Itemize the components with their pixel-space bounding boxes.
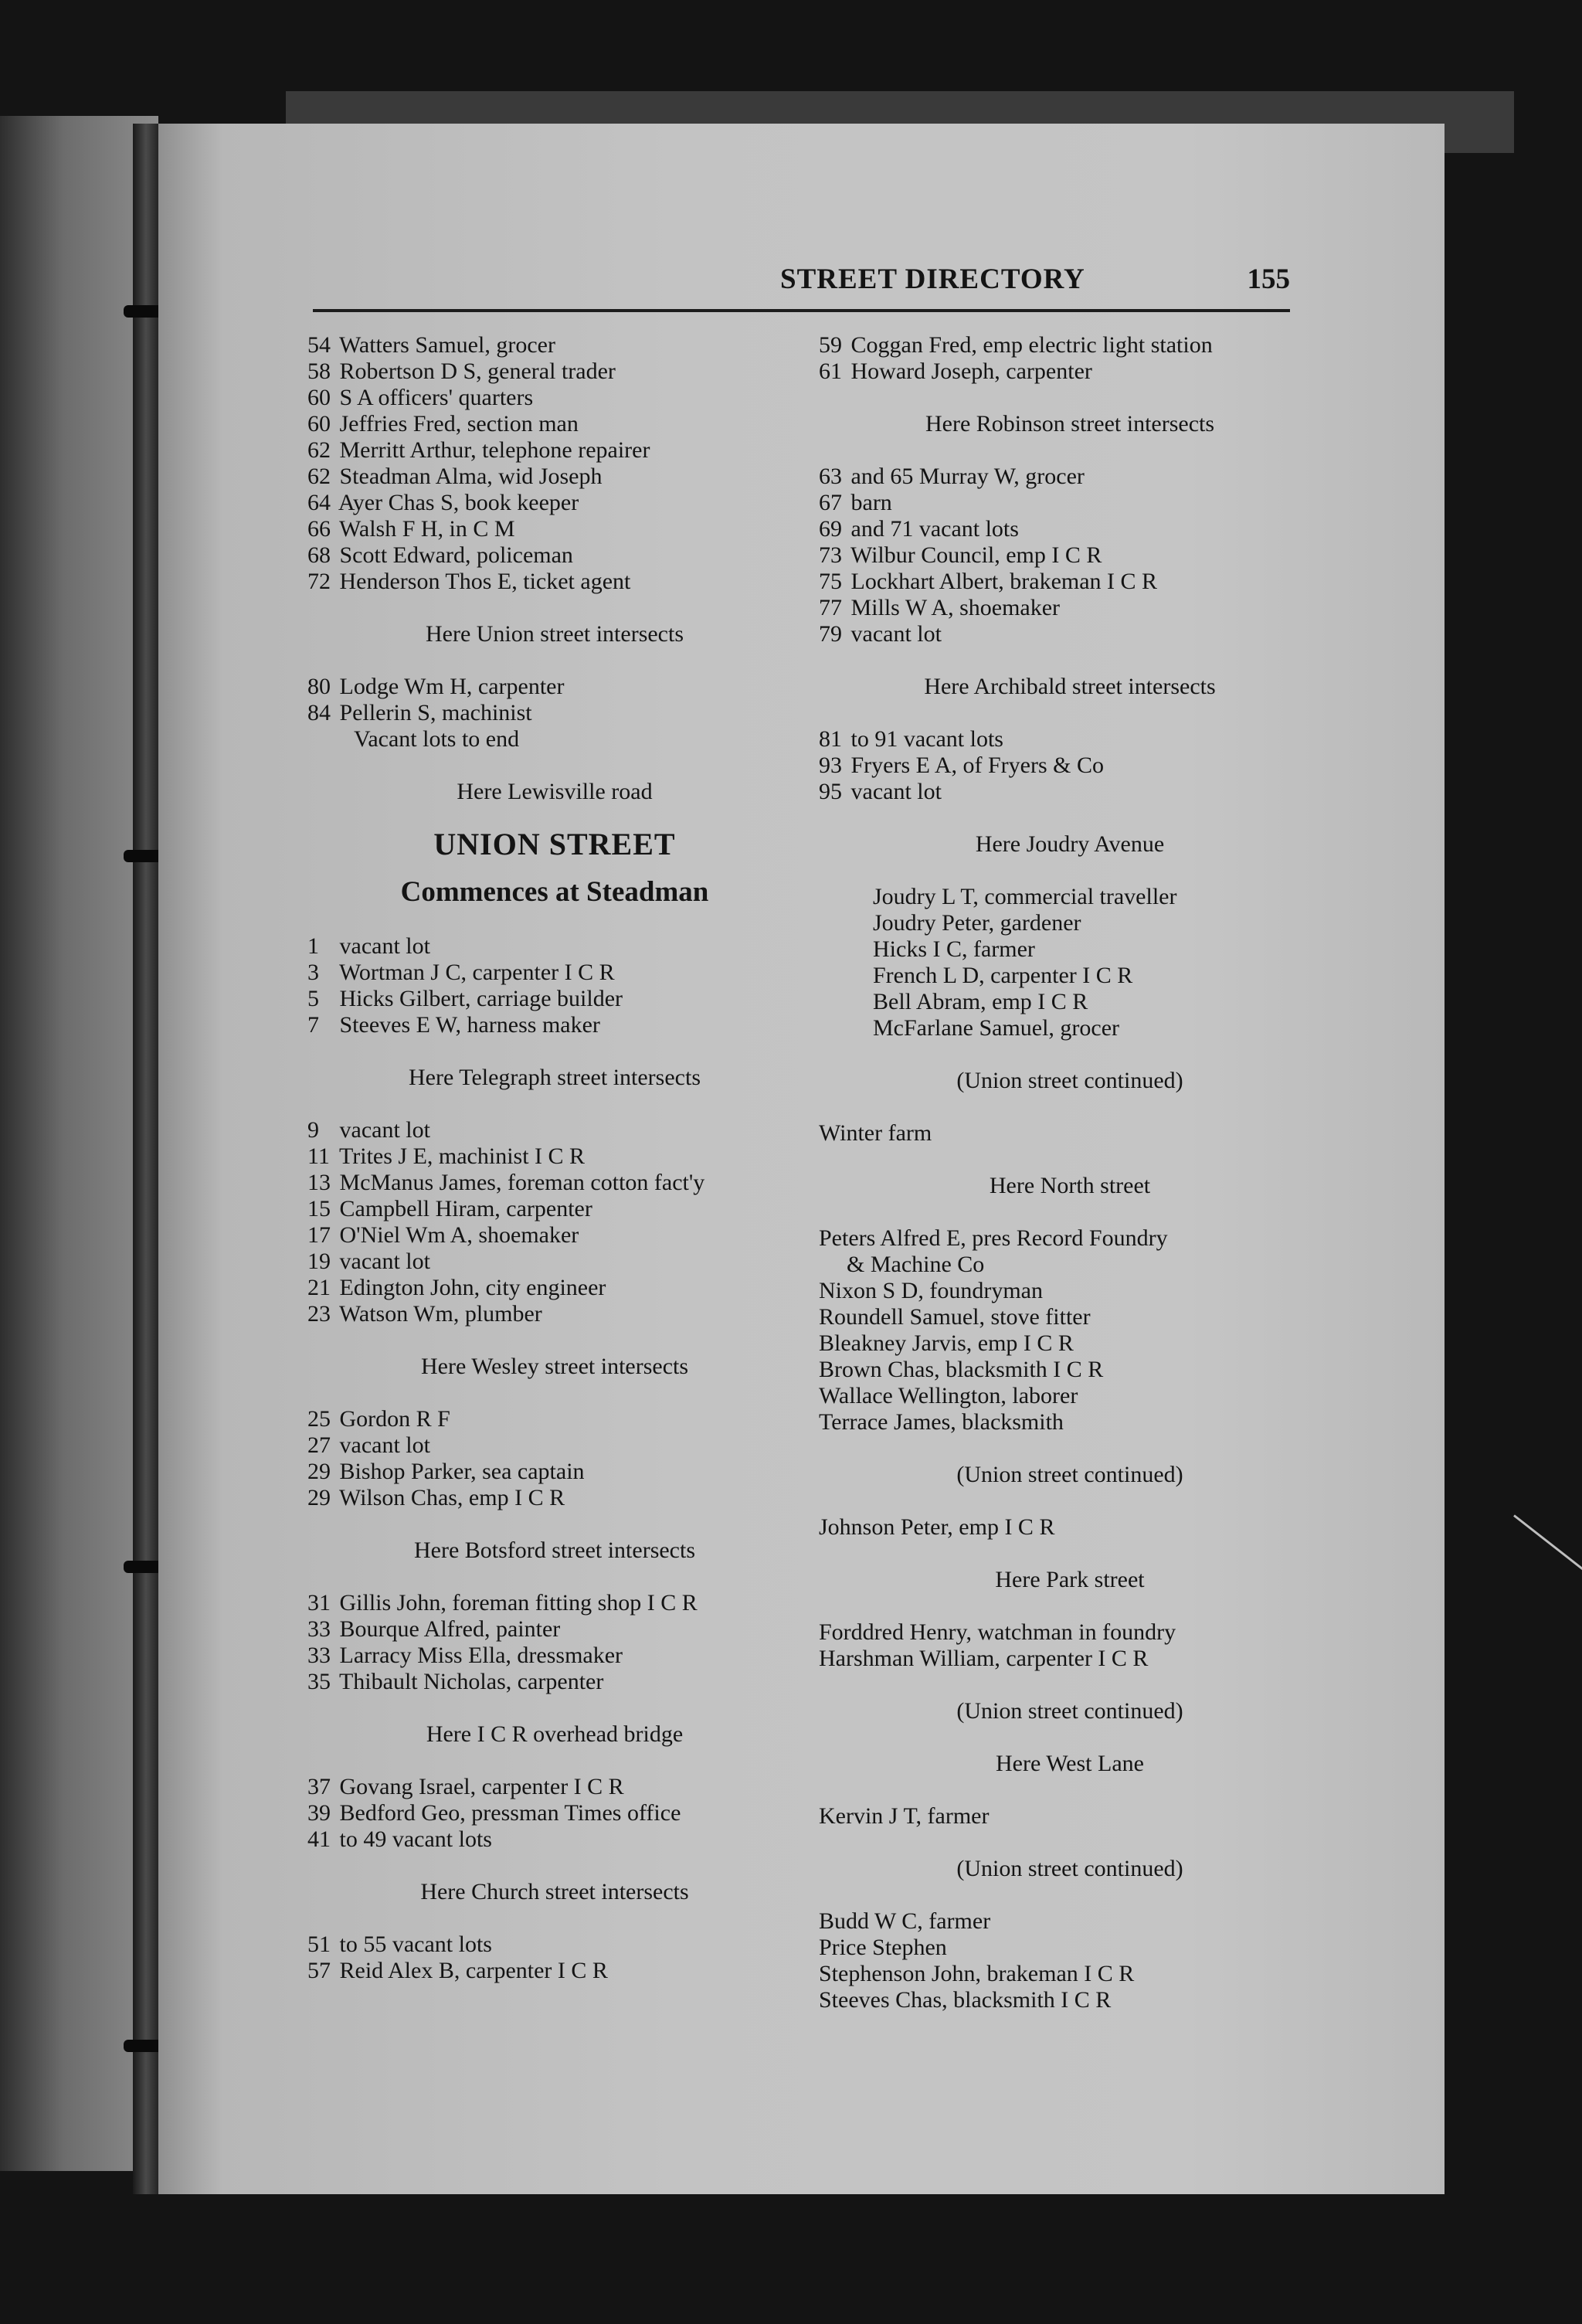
entry-group <box>819 464 1321 647</box>
resident-name: Govang Israel, carpenter I C R <box>339 1774 624 1799</box>
house-number: 81 <box>819 726 842 752</box>
directory-entry: Hicks I C, farmer <box>873 936 1035 962</box>
resident-name: Jeffries Fred, section man <box>339 411 579 437</box>
directory-entry <box>307 1774 802 1800</box>
intersection-note: Here I C R overhead bridge <box>426 1721 684 1747</box>
resident-name: Wilbur Council, emp I C R <box>850 542 1102 568</box>
resident-name: Reid Alex B, carpenter I C R <box>339 1958 608 1983</box>
directory-entry <box>819 358 1321 385</box>
directory-entry <box>307 1932 802 1958</box>
house-number: 39 <box>307 1800 331 1826</box>
directory-entry: Forddred Henry, watchman in foundry <box>819 1619 1176 1645</box>
resident-name: Coggan Fred, emp electric light station <box>850 332 1213 358</box>
resident-name: vacant lot <box>339 1249 430 1274</box>
house-number: 69 <box>819 516 842 542</box>
directory-entry <box>307 1643 802 1669</box>
resident-name: Fryers E A, of Fryers & Co <box>850 753 1104 778</box>
entry-group <box>819 1278 1321 1436</box>
directory-entry <box>307 1143 802 1170</box>
directory-entry <box>307 1406 802 1432</box>
directory-entry <box>307 385 802 411</box>
house-number: 21 <box>307 1275 331 1300</box>
continuation-note: (Union street continued) <box>956 1462 1183 1487</box>
directory-entry <box>307 332 802 358</box>
resident-name: and 65 Murray W, grocer <box>850 464 1085 489</box>
directory-entry <box>307 437 802 464</box>
resident-name: Larracy Miss Ella, dressmaker <box>339 1643 623 1668</box>
house-number: 67 <box>819 490 842 515</box>
entry-group <box>307 1774 802 1853</box>
directory-entry <box>819 516 1321 542</box>
resident-name: Ayer Chas S, book keeper <box>338 490 579 515</box>
directory-entry <box>819 595 1321 621</box>
directory-entry <box>819 332 1321 358</box>
directory-entry <box>819 569 1321 595</box>
resident-name: Watson Wm, plumber <box>338 1301 542 1327</box>
directory-entry: Bell Abram, emp I C R <box>873 989 1088 1014</box>
directory-entry <box>307 1222 802 1249</box>
directory-entry: Peters Alfred E, pres Record Foundry <box>819 1225 1168 1251</box>
directory-entry <box>307 960 802 986</box>
resident-name: barn <box>850 490 892 515</box>
house-number: 15 <box>307 1196 331 1221</box>
house-number: 29 <box>307 1459 331 1484</box>
directory-entry: Joudry Peter, gardener <box>873 910 1081 936</box>
house-number: 33 <box>307 1643 331 1668</box>
directory-entry <box>307 464 802 490</box>
resident-name: Edington John, city engineer <box>339 1275 606 1300</box>
continuation-note: (Union street continued) <box>956 1856 1183 1881</box>
directory-entry: Kervin J T, farmer <box>819 1803 990 1829</box>
directory-entry <box>307 1117 802 1143</box>
house-number: 25 <box>307 1406 331 1432</box>
directory-entry: Budd W C, farmer <box>819 1908 991 1934</box>
directory-entry: Brown Chas, blacksmith I C R <box>819 1357 1104 1382</box>
directory-entry: Price Stephen <box>819 1935 947 1960</box>
resident-name: Mills W A, shoemaker <box>850 595 1061 620</box>
resident-name: Gillis John, foreman fitting shop I C R <box>339 1590 698 1616</box>
directory-entry <box>819 490 1321 516</box>
entry-group <box>819 332 1321 385</box>
directory-entry <box>307 516 802 542</box>
resident-name: Gordon R F <box>339 1406 450 1432</box>
entry-group <box>307 332 802 595</box>
house-number: 5 <box>307 986 319 1011</box>
resident-name: Watters Samuel, grocer <box>338 332 555 358</box>
house-number: 68 <box>307 542 331 568</box>
directory-entry <box>307 1012 802 1038</box>
house-number: 84 <box>307 700 331 725</box>
directory-entry <box>307 700 802 726</box>
house-number: 31 <box>307 1590 331 1616</box>
house-number: 73 <box>819 542 842 568</box>
house-number: 1 <box>307 933 319 959</box>
directory-entry <box>307 1196 802 1222</box>
resident-name: to 91 vacant lots <box>850 726 1003 752</box>
resident-name: Henderson Thos E, ticket agent <box>339 569 631 594</box>
directory-entry: Stephenson John, brakeman I C R <box>819 1961 1135 1986</box>
directory-entry <box>307 569 802 595</box>
house-number: 35 <box>307 1669 331 1694</box>
intersection-note: Here Church street intersects <box>420 1879 689 1904</box>
intersection-note: Here Robinson street intersects <box>925 411 1215 437</box>
resident-name: Lodge Wm H, carpenter <box>339 674 565 699</box>
house-number: 80 <box>307 674 331 699</box>
directory-entry <box>819 779 1321 805</box>
resident-name: S A officers' quarters <box>339 385 534 410</box>
directory-entry <box>307 411 802 437</box>
house-number: 19 <box>307 1249 331 1274</box>
intersection-note: Here Telegraph street intersects <box>408 1065 701 1090</box>
resident-name: to 55 vacant lots <box>339 1932 492 1957</box>
directory-entry: Nixon S D, foundryman <box>819 1278 1043 1303</box>
directory-entry <box>307 1275 802 1301</box>
entry-group <box>307 1590 802 1695</box>
house-number: 60 <box>307 385 331 410</box>
directory-entry <box>307 1432 802 1459</box>
house-number: 61 <box>819 358 842 384</box>
entry-group <box>819 726 1321 805</box>
intersection-note: Here Wesley street intersects <box>420 1354 689 1379</box>
resident-name: Bishop Parker, sea captain <box>339 1459 585 1484</box>
resident-name: Merritt Arthur, telephone repairer <box>339 437 650 463</box>
directory-entry <box>307 358 802 385</box>
house-number: 79 <box>819 621 842 647</box>
margin-mark <box>1513 1514 1582 1573</box>
house-number: 29 <box>307 1485 331 1510</box>
entry-group <box>307 1117 802 1327</box>
house-number: 57 <box>307 1958 331 1983</box>
directory-entry <box>307 1590 802 1616</box>
street-title: UNION STREET <box>433 827 676 861</box>
directory-entry: Terrace James, blacksmith <box>819 1409 1064 1435</box>
intersection-note: Here Joudry Avenue <box>975 831 1165 857</box>
directory-entry <box>307 542 802 569</box>
resident-name: McManus James, foreman cotton fact'y <box>339 1170 705 1195</box>
directory-entry <box>307 1485 802 1511</box>
directory-entry: Steeves Chas, blacksmith I C R <box>819 1987 1112 2013</box>
intersection-note: Here Lewisville road <box>457 779 653 804</box>
resident-name: Robertson D S, general trader <box>339 358 616 384</box>
directory-entry <box>307 1669 802 1695</box>
house-number: 75 <box>819 569 842 594</box>
page-number: 155 <box>1247 263 1290 295</box>
intersection-note: Here Archibald street intersects <box>924 674 1216 699</box>
entry-group <box>307 674 802 726</box>
house-number: 59 <box>819 332 842 358</box>
entry-group <box>819 1619 1321 1672</box>
directory-entry <box>819 464 1321 490</box>
resident-name: Hicks Gilbert, carriage builder <box>339 986 623 1011</box>
directory-entry <box>307 1301 802 1327</box>
house-number: 95 <box>819 779 842 804</box>
intersection-note: Here West Lane <box>996 1751 1144 1776</box>
resident-name: Pellerin S, machinist <box>339 700 532 725</box>
house-number: 63 <box>819 464 842 489</box>
house-number: 77 <box>819 595 842 620</box>
running-title: STREET DIRECTORY <box>780 263 1085 295</box>
resident-name: Scott Edward, policeman <box>339 542 573 568</box>
directory-entry: Johnson Peter, emp I C R <box>819 1514 1055 1540</box>
intersection-note: Here Botsford street intersects <box>413 1537 696 1563</box>
directory-entry: Harshman William, carpenter I C R <box>819 1646 1149 1671</box>
resident-name: Thibault Nicholas, carpenter <box>338 1669 604 1694</box>
entry-group <box>819 1908 1321 2013</box>
house-number: 23 <box>307 1301 331 1327</box>
directory-entry <box>307 1170 802 1196</box>
resident-name: vacant lot <box>339 1117 430 1143</box>
house-number: 51 <box>307 1932 331 1957</box>
resident-name: Wortman J C, carpenter I C R <box>338 960 615 985</box>
resident-name: to 49 vacant lots <box>339 1826 492 1852</box>
house-number: 27 <box>307 1432 331 1458</box>
directory-entry <box>307 674 802 700</box>
entry-group <box>307 933 802 1038</box>
directory-entry: French L D, carpenter I C R <box>873 963 1133 988</box>
directory-entry: Roundell Samuel, stove fitter <box>819 1304 1091 1330</box>
house-number: 7 <box>307 1012 319 1038</box>
directory-entry <box>819 726 1321 753</box>
resident-name: Lockhart Albert, brakeman I C R <box>850 569 1158 594</box>
intersection-note: Here Park street <box>995 1567 1145 1592</box>
resident-name: Steadman Alma, wid Joseph <box>339 464 603 489</box>
resident-name: O'Niel Wm A, shoemaker <box>339 1222 579 1248</box>
house-number: 66 <box>307 516 331 542</box>
resident-name: vacant lot <box>850 621 942 647</box>
entry-group <box>819 884 1321 1041</box>
directory-entry <box>307 1459 802 1485</box>
right-column <box>819 332 1321 2013</box>
directory-entry <box>307 1958 802 1984</box>
entry-group <box>307 1406 802 1511</box>
house-number: 93 <box>819 753 842 778</box>
page-header <box>301 263 1290 301</box>
directory-entry <box>819 621 1321 647</box>
house-number: 13 <box>307 1170 331 1195</box>
resident-name: Bedford Geo, pressman Times office <box>339 1800 681 1826</box>
directory-entry: Vacant lots to end <box>354 726 520 752</box>
street-subtitle: Commences at Steadman <box>400 876 709 908</box>
directory-entry: Wallace Wellington, laborer <box>819 1383 1078 1408</box>
house-number: 37 <box>307 1774 331 1799</box>
house-number: 9 <box>307 1117 319 1143</box>
house-number: 58 <box>307 358 331 384</box>
resident-name: Wilson Chas, emp I C R <box>338 1485 565 1510</box>
resident-name: Bourque Alfred, painter <box>339 1616 561 1642</box>
directory-entry <box>819 542 1321 569</box>
resident-name: Trites J E, machinist I C R <box>338 1143 586 1169</box>
directory-entry-continued: & Machine Co <box>847 1252 985 1277</box>
house-number: 72 <box>307 569 331 594</box>
directory-entry <box>307 986 802 1012</box>
resident-name: and 71 vacant lots <box>850 516 1019 542</box>
house-number: 33 <box>307 1616 331 1642</box>
resident-name: Walsh F H, in C M <box>338 516 515 542</box>
house-number: 64 <box>307 490 331 515</box>
resident-name: vacant lot <box>850 779 942 804</box>
directory-page <box>158 124 1445 2194</box>
continuation-note: (Union street continued) <box>956 1698 1183 1724</box>
intersection-note: Here North street <box>989 1173 1151 1198</box>
directory-entry <box>307 1826 802 1853</box>
house-number: 62 <box>307 437 331 463</box>
resident-name: vacant lot <box>339 1432 430 1458</box>
directory-entry: Bleakney Jarvis, emp I C R <box>819 1330 1074 1356</box>
resident-name: Campbell Hiram, carpenter <box>339 1196 592 1221</box>
directory-entry <box>819 753 1321 779</box>
directory-entry <box>307 1249 802 1275</box>
continuation-note: (Union street continued) <box>956 1068 1183 1093</box>
directory-entry: McFarlane Samuel, grocer <box>873 1015 1120 1041</box>
book-spine <box>133 124 159 2194</box>
directory-entry <box>307 1616 802 1643</box>
house-number: 62 <box>307 464 331 489</box>
directory-entry: Joudry L T, commercial traveller <box>873 884 1177 909</box>
directory-entry <box>307 1800 802 1826</box>
left-column <box>307 332 802 1984</box>
resident-name: Steeves E W, harness maker <box>339 1012 600 1038</box>
directory-entry: Winter farm <box>819 1120 932 1146</box>
directory-entry <box>307 490 802 516</box>
house-number: 54 <box>307 332 331 358</box>
house-number: 17 <box>307 1222 331 1248</box>
directory-entry <box>307 933 802 960</box>
house-number: 60 <box>307 411 331 437</box>
house-number: 11 <box>307 1143 330 1169</box>
intersection-note: Here Union street intersects <box>425 621 684 647</box>
resident-name: vacant lot <box>339 933 430 959</box>
resident-name: Howard Joseph, carpenter <box>850 358 1092 384</box>
entry-group <box>307 1932 802 1984</box>
house-number: 3 <box>307 960 319 985</box>
house-number: 41 <box>307 1826 331 1852</box>
header-rule <box>313 309 1290 312</box>
